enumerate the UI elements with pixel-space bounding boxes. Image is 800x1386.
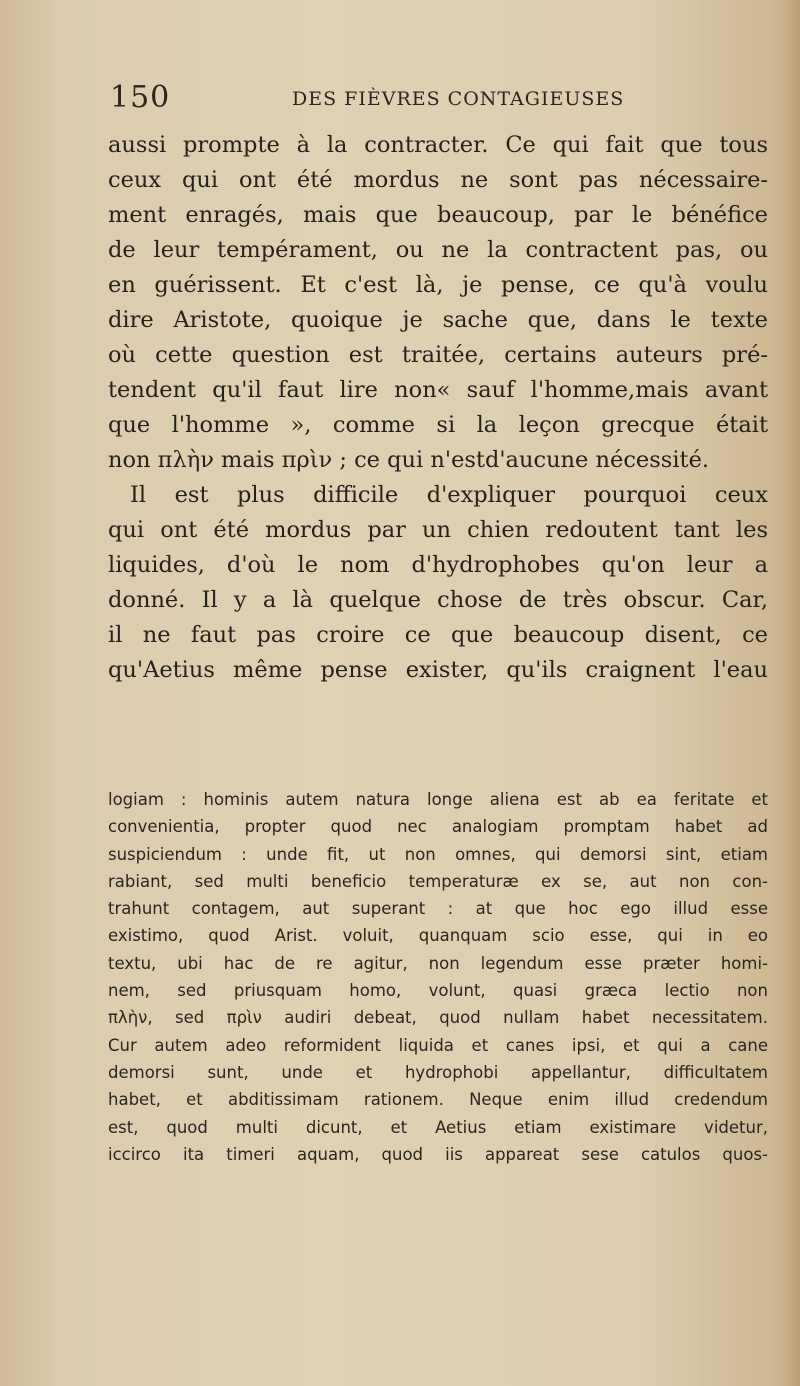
text-line: qu'Aetius même pense exister, qu'ils craignent l'eau (108, 657, 768, 683)
note-line: textu, ubi hac de re agitur, non legendum esse præter homi- (108, 953, 768, 973)
text-line: en guérissent. Et c'est là, je pense, ce qu'à voulu (108, 272, 768, 298)
text-line: non πλὴν mais πρὶν ; ce qui n'estd'aucune nécessité. (108, 447, 710, 473)
note-line: existimo, quod Arist. voluit, quanquam scio esse, qui in eo (108, 926, 768, 946)
text-line: ment enragés, mais que beaucoup, par le bénéfice (108, 202, 768, 228)
note-line: convenientia, propter quod nec analogiam promptam habet ad (108, 817, 768, 837)
page-header (110, 80, 720, 120)
latin-original-text (108, 786, 768, 1168)
note-line: πλὴν, sed πρὶν audiri debeat, quod nullam habet necessitatem. (108, 1008, 768, 1028)
text-line: aussi prompte à la contracter. Ce qui fait que tous (108, 132, 768, 158)
note-line: est, quod multi dicunt, et Aetius etiam existimare videtur, (108, 1117, 768, 1137)
note-line: Cur autem adeo reformident liquida et canes ipsi, et qui a cane (108, 1035, 768, 1055)
note-line: logiam : hominis autem natura longe aliena est ab ea feritate et (108, 790, 768, 809)
note-line: demorsi sunt, unde et hydrophobi appellantur, difficultatem (108, 1062, 768, 1082)
text-line: où cette question est traitée, certains auteurs pré- (108, 342, 768, 368)
text-line: que l'homme », comme si la leçon grecque était (108, 412, 768, 438)
text-line: tendent qu'il faut lire non« sauf l'homme,mais avant (108, 377, 768, 403)
note-line: iccirco ita timeri aquam, quod iis appareat sese catulos quos- (108, 1144, 768, 1164)
french-translation-text (108, 128, 768, 688)
text-line: qui ont été mordus par un chien redoutent tant les (108, 517, 768, 543)
text-line: de leur tempérament, ou ne la contractent pas, ou (108, 237, 768, 263)
note-line: trahunt contagem, aut superant : at que hoc ego illud esse (108, 899, 768, 919)
note-line: habet, et abditissimam rationem. Neque enim illud credendum (108, 1090, 768, 1110)
text-line: liquides, d'où le nom d'hydrophobes qu'on leur a (108, 552, 768, 578)
running-title: DES FIÈVRES CONTAGIEUSES (292, 88, 625, 110)
note-line: rabiant, sed multi beneficio temperaturæ ex se, aut non con- (108, 871, 768, 891)
note-line: suspiciendum : unde fit, ut non omnes, qui demorsi sint, etiam (108, 844, 768, 864)
text-line: Il est plus difficile d'expliquer pourquoi ceux (130, 482, 768, 508)
page-number: 150 (110, 80, 171, 115)
text-line: dire Aristote, quoique je sache que, dans le texte (108, 307, 768, 333)
note-line: nem, sed priusquam homo, volunt, quasi græca lectio non (108, 981, 768, 1001)
text-line: il ne faut pas croire ce que beaucoup disent, ce (108, 622, 768, 648)
text-line: ceux qui ont été mordus ne sont pas nécessaire- (108, 167, 768, 193)
text-line: donné. Il y a là quelque chose de très obscur. Car, (108, 587, 768, 613)
